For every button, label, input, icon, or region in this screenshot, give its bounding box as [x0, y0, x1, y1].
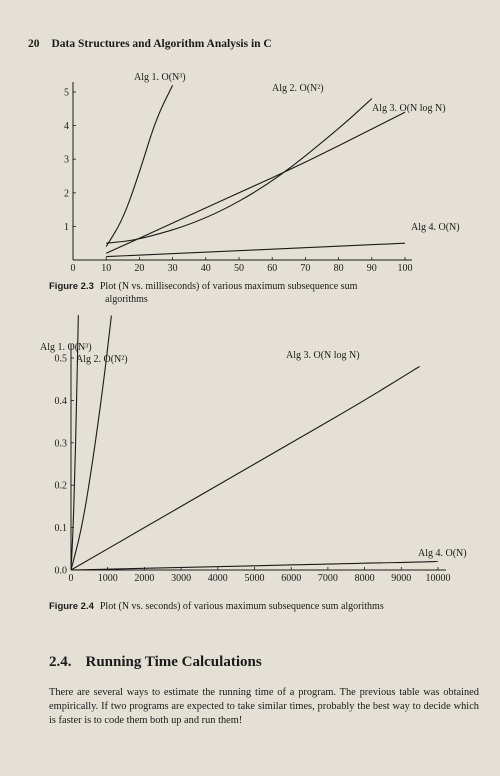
series-line-alg1: [106, 85, 172, 246]
figure-2-3-label: Figure 2.3: [49, 281, 94, 292]
x-tick-label: 0: [70, 263, 76, 274]
x-tick-label: 100: [397, 263, 413, 274]
x-tick-label: 3000: [171, 573, 192, 584]
running-title: Data Structures and Algorithm Analysis in C: [51, 38, 272, 50]
series-label-alg2: Alg 2. O(N²): [272, 83, 324, 94]
x-tick-label: 60: [267, 263, 278, 274]
y-tick-label: 0.5: [54, 353, 67, 365]
x-tick-label: 70: [300, 263, 311, 274]
x-tick-label: 6000: [281, 573, 302, 584]
figure-2-3-caption: [49, 280, 357, 306]
x-tick-label: 10000: [425, 573, 451, 584]
x-tick-label: 10: [101, 263, 112, 274]
x-tick-label: 90: [366, 263, 377, 274]
y-tick-label: 0.0: [54, 565, 67, 577]
y-tick-label: 0.3: [54, 438, 67, 450]
series-label-alg4: Alg 4. O(N): [418, 548, 467, 559]
x-tick-label: 8000: [354, 573, 375, 584]
series-label-alg3: Alg 3. O(N log N): [286, 350, 360, 361]
figure-2-4-caption: [49, 600, 384, 613]
y-tick-label: 5: [64, 87, 69, 99]
y-tick-label: 4: [64, 121, 69, 133]
figure-2-4-chart: [0, 330, 500, 595]
x-tick-label: 9000: [391, 573, 412, 584]
page-number: 20: [28, 38, 40, 50]
x-tick-label: 20: [134, 263, 145, 274]
series-label-alg1: Alg 1. O(N³): [40, 342, 92, 353]
figure-2-4-caption-line1: Plot (N vs. seconds) of various maximum subsequence sum algorithms: [99, 601, 384, 612]
y-tick-label: 0.2: [54, 480, 67, 492]
series-line-alg2: [106, 99, 372, 244]
figure-2-3-caption-line1: Plot (N vs. milliseconds) of various maximum subsequence sum: [99, 281, 358, 292]
x-tick-label: 4000: [207, 573, 228, 584]
series-label-alg3: Alg 3. O(N log N): [372, 103, 446, 114]
series-label-alg1: Alg 1. O(N³): [134, 72, 186, 83]
y-tick-label: 2: [64, 188, 69, 200]
series-line-alg4: [106, 243, 405, 256]
series-line-alg3: [71, 366, 420, 570]
figure-2-3-caption-line2: algorithms: [105, 294, 148, 305]
series-line-alg3: [106, 112, 405, 253]
figure-2-3-chart: [0, 0, 500, 276]
x-tick-label: 80: [333, 263, 344, 274]
x-tick-label: 1000: [97, 573, 118, 584]
y-tick-label: 3: [64, 154, 69, 166]
x-tick-label: 40: [200, 263, 211, 274]
series-label-alg4: Alg 4. O(N): [411, 222, 460, 233]
x-tick-label: 7000: [317, 573, 338, 584]
y-tick-label: 0.4: [54, 395, 67, 407]
x-tick-label: 30: [167, 263, 178, 274]
section-heading: [49, 654, 262, 671]
series-label-alg2: Alg 2. O(N²): [76, 354, 128, 365]
figure-2-4-label: Figure 2.4: [49, 601, 94, 612]
x-tick-label: 5000: [244, 573, 265, 584]
section-number: 2.4.: [49, 654, 72, 670]
body-paragraph: There are several ways to estimate the running time of a program. The previous table was obtained empirically. If two programs are expected to take similar times, probably the best way to decide which is faster is to code them both up and run them!: [49, 687, 479, 727]
y-tick-label: 0.1: [54, 523, 67, 535]
x-tick-label: 2000: [134, 573, 155, 584]
x-tick-label: 0: [68, 573, 74, 584]
section-title: Running Time Calculations: [85, 654, 262, 670]
y-tick-label: 1: [64, 221, 69, 233]
x-tick-label: 50: [234, 263, 244, 274]
